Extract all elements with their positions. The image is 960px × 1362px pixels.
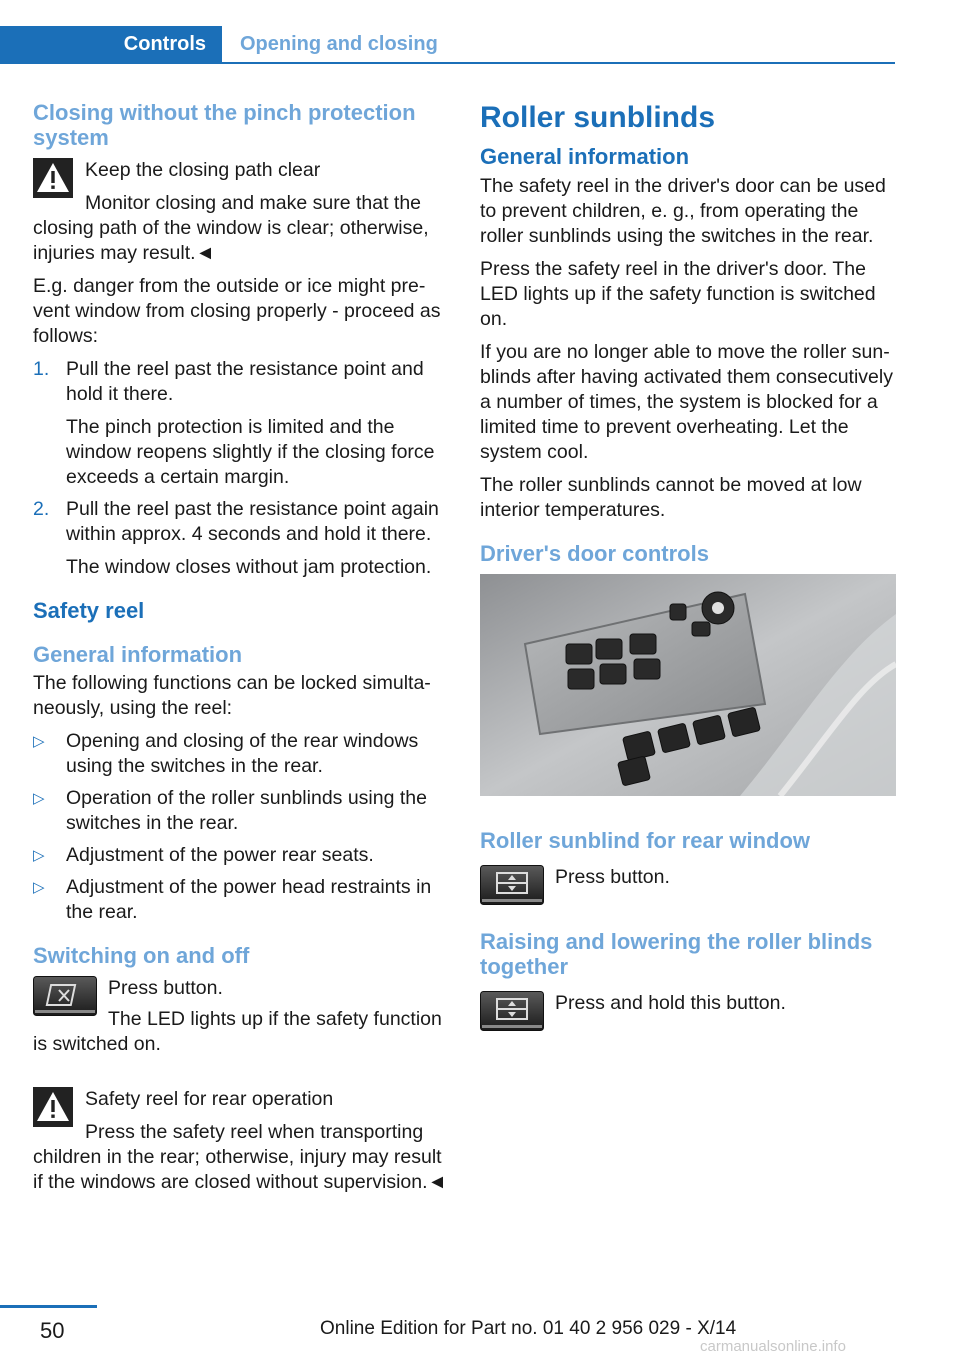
step-subtext: The pinch protection is limited and the window reopens slightly if the closing force exceeds a certain margin. <box>66 416 435 488</box>
warning-text: Monitor closing and make sure that the closing path of the window is clear; otherwise, injuries may result.◄ <box>33 192 429 264</box>
roller-sunblind-rear-title: Roller sunblind for rear window <box>480 828 811 853</box>
closing-without-pinch-title: Closing without the pinch protection system <box>33 100 416 150</box>
bullet-triangle-icon: ▷ <box>33 847 45 864</box>
list-item: ▷ Operation of the roller sunblinds using the switches in the rear. <box>33 787 427 834</box>
warning-triangle-icon <box>33 158 73 198</box>
step-number: 2. <box>33 498 50 520</box>
bullet-list <box>33 729 447 925</box>
warning-text: Press the safety reel when transporting children in the rear; otherwise, injury may result if the windows are closed without supervision.◄ <box>33 1121 447 1193</box>
switch-press-text: Press button. <box>108 977 223 999</box>
together-text: Press and hold this button. <box>555 992 786 1014</box>
switch-led-text: The LED lights up if the safety function is switched on. <box>33 1008 442 1055</box>
footer-rule <box>0 1305 97 1308</box>
drivers-door-controls-title: Driver's door controls <box>480 541 709 566</box>
paragraph: Press the safety reel in the driver's door. The LED lights up if the safety function is switched on. <box>480 258 876 330</box>
step-text: Pull the reel past the resistance point again within approx. 4 seconds and hold it there. <box>66 498 439 545</box>
general-paragraph: The following functions can be locked simultaneously, using the reel: <box>33 672 431 719</box>
rear-sunblind-block <box>480 865 896 911</box>
drivers-door-controls-image <box>480 574 896 796</box>
left-column <box>33 100 447 1203</box>
warning-title: Keep the closing path clear <box>85 159 321 181</box>
step-number: 1. <box>33 358 50 380</box>
list-item <box>33 357 447 490</box>
switching-on-off-title: Switching on and off <box>33 943 250 968</box>
bullet-triangle-icon: ▷ <box>33 790 45 807</box>
watermark: carmanualsonline.info <box>700 1338 846 1355</box>
rear-sunblind-text: Press button. <box>555 866 670 888</box>
bullet-triangle-icon: ▷ <box>33 733 45 750</box>
step-text: Pull the reel past the resistance point and hold it there. <box>66 358 424 405</box>
page-number: 50 <box>40 1318 65 1343</box>
raising-lowering-together-title: Raising and lowering the roller blinds together <box>480 929 873 979</box>
list-item: ▷ Adjustment of the power head restraints in the rear. <box>33 876 432 923</box>
warning-block-safety-reel <box>33 1087 447 1203</box>
general-information-title: General information <box>480 144 690 169</box>
safety-reel-button-icon <box>33 976 97 1016</box>
general-information-title: General information <box>33 642 243 667</box>
list-item <box>33 497 447 580</box>
list-item: ▷ Adjustment of the power rear seats. <box>33 844 374 866</box>
together-block <box>480 991 896 1037</box>
right-column <box>480 100 896 1037</box>
warning-block-closing-path <box>33 158 447 274</box>
warning-title: Safety reel for rear operation <box>85 1088 334 1110</box>
sunblind-button-icon <box>480 865 544 905</box>
step-subtext: The window closes without jam protection. <box>66 556 432 578</box>
safety-reel-title: Safety reel <box>33 598 145 623</box>
paragraph: If you are no longer able to move the roller sunblinds after having activated them consecutively a number of times, the system is blocked for a limited time to prevent overheating. Let the system cool. <box>480 341 893 463</box>
warning-triangle-icon <box>33 1087 73 1127</box>
paragraph: The safety reel in the driver's door can be used to prevent children, e. g., from operating the roller sunblinds using the switches in the rear. <box>480 175 886 247</box>
tab-opening-and-closing[interactable]: Opening and closing <box>240 33 438 55</box>
steps-list <box>33 357 447 580</box>
header-tabbar <box>0 26 895 64</box>
edition-text: Online Edition for Part no. 01 40 2 956 029 - X/14 <box>320 1318 737 1339</box>
tab-controls[interactable]: Controls <box>0 26 222 62</box>
bullet-triangle-icon: ▷ <box>33 879 45 896</box>
paragraph: The roller sunblinds cannot be moved at low interior temperatures. <box>480 474 862 521</box>
switch-block <box>33 976 447 1065</box>
roller-sunblinds-title: Roller sunblinds <box>480 101 716 134</box>
list-item: ▷ Opening and closing of the rear windows using the switches in the rear. <box>33 730 419 777</box>
sunblind-button-icon <box>480 991 544 1031</box>
intro-paragraph: E.g. danger from the outside or ice might prevent window from closing properly - proceed as follows: <box>33 275 441 347</box>
